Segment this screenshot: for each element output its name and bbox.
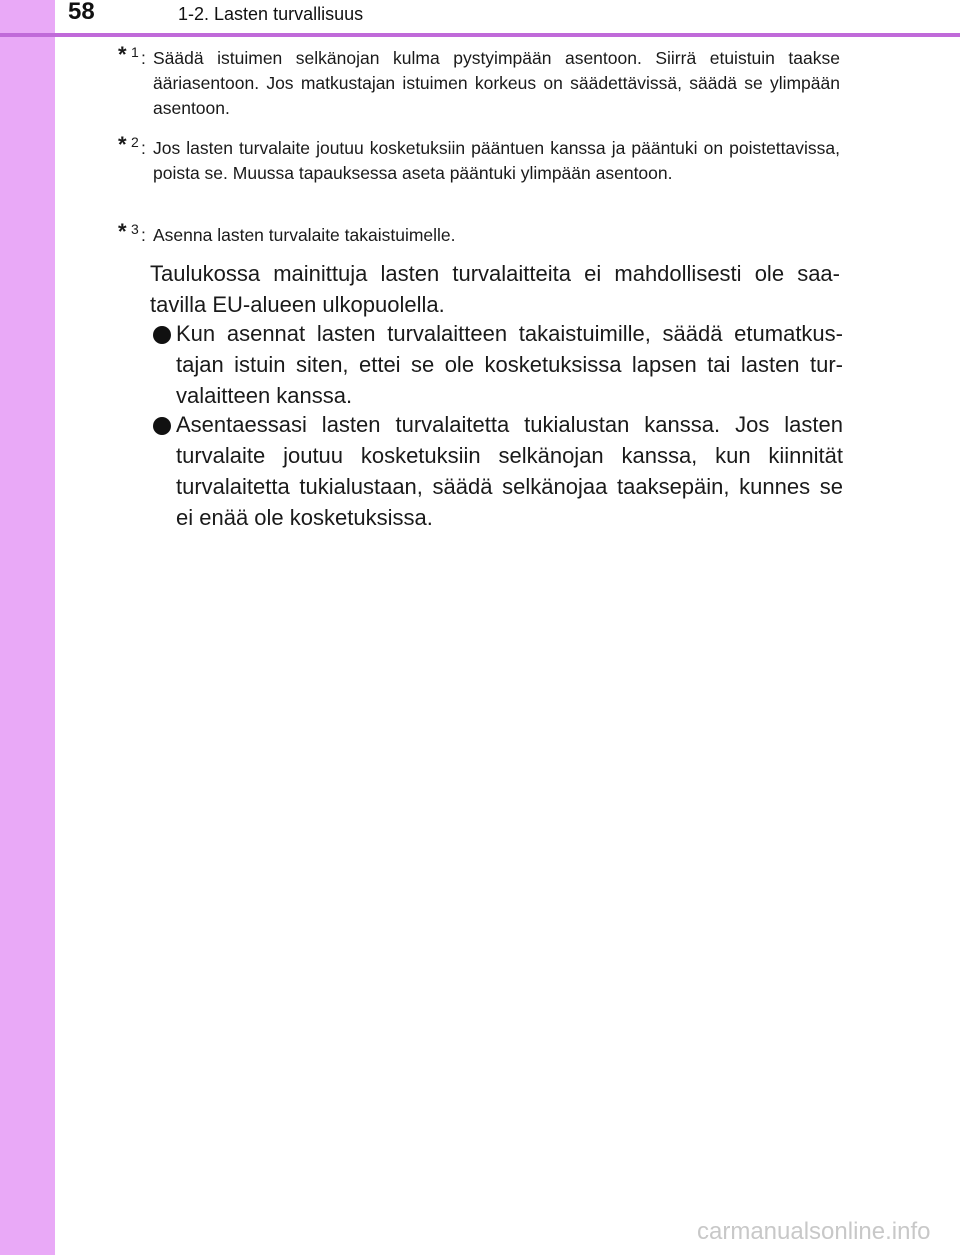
footnote-1 <box>118 42 840 121</box>
footnote-number: 1 <box>131 44 139 60</box>
bullet-text: Asentaessasi lasten turvalaitetta tukialustan kanssa. Jos lasten turvalaite joutuu kosketuksiin selkänojan kanssa, kun kiinnität turvalaitetta tukialustaan, säädä selkänojaa taaksepäin, kunnes se ei enää ole kosketuksissa. <box>176 412 843 530</box>
page-header <box>0 0 960 30</box>
footnote-2 <box>118 132 840 186</box>
availability-note: Taulukossa mainittuja lasten turvalaitteita ei mahdollisesti ole saa-tavilla EU-alueen ulkopuolella. <box>150 261 840 317</box>
footnote-asterisk: * <box>118 132 127 157</box>
bullet-icon <box>153 417 171 435</box>
footnote-number: 3 <box>131 221 139 237</box>
footnote-colon: : <box>141 48 146 68</box>
page-number: 58 <box>68 0 95 25</box>
header-divider <box>0 33 960 37</box>
page-sidebar <box>0 0 55 1255</box>
bullet-text: Kun asennat lasten turvalaitteen takaistuimille, säädä etumatkus-tajan istuin siten, ettei se ole kosketuksissa lapsen tai lasten tur-valaitteen kanssa. <box>176 321 843 408</box>
footnote-text: Säädä istuimen selkänojan kulma pystyimpään asentoon. Siirrä etuistuin taakse ääriasentoon. Jos matkustajan istuimen korkeus on säädettävissä, säädä se ylimpään asentoon. <box>153 48 840 118</box>
section-title: 1-2. Lasten turvallisuus <box>178 4 364 24</box>
header-tab <box>0 0 55 30</box>
footnote-text: Asenna lasten turvalaite takaistuimelle. <box>153 225 456 245</box>
bullet-item-2 <box>153 409 843 533</box>
bullet-item-1 <box>153 318 843 411</box>
footnote-asterisk: * <box>118 219 127 244</box>
footnote-colon: : <box>141 138 146 158</box>
footnote-3 <box>118 219 840 248</box>
footnote-asterisk: * <box>118 42 127 67</box>
footnote-colon: : <box>141 225 146 245</box>
watermark: carmanualsonline.info <box>697 1218 931 1245</box>
bullet-icon <box>153 326 171 344</box>
footnote-text: Jos lasten turvalaite joutuu kosketuksiin pääntuen kanssa ja pääntuki on poistettavissa, poista se. Muussa tapauksessa aseta pääntuki ylimpään asentoon. <box>153 138 840 183</box>
footnote-number: 2 <box>131 134 139 150</box>
